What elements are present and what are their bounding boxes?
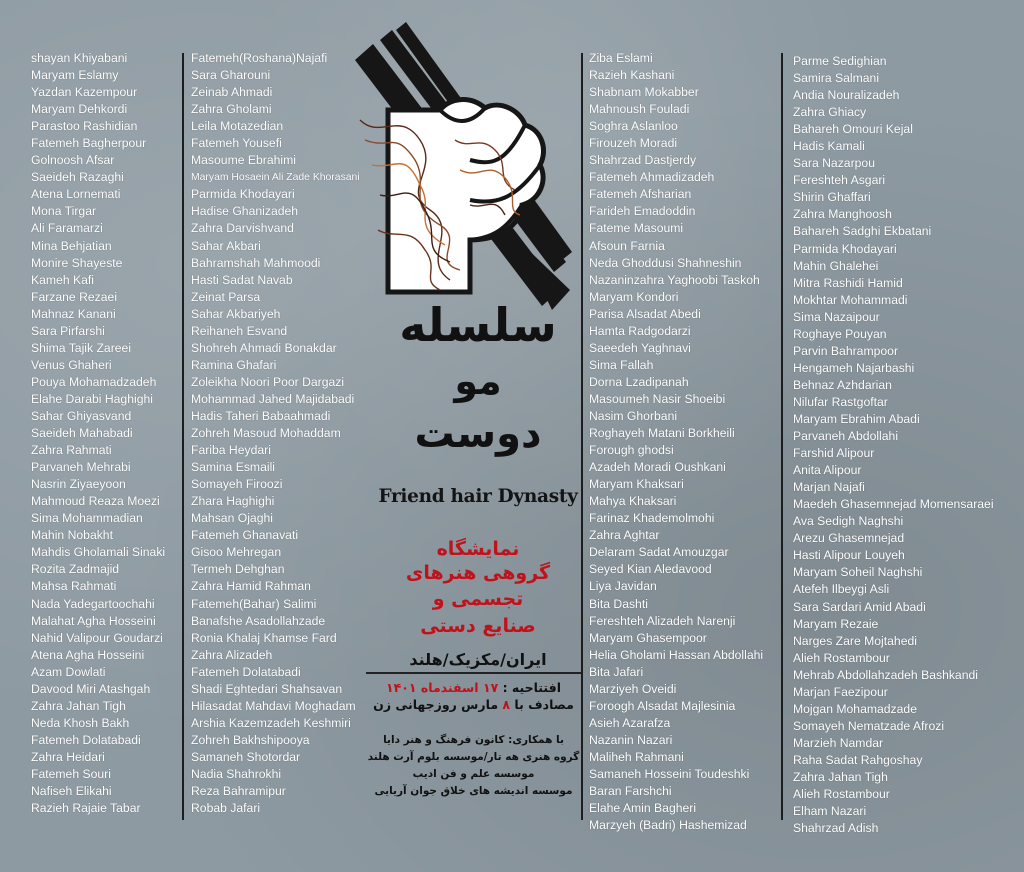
artist-name: Bahareh Omouri Kejal xyxy=(793,122,913,137)
exhibition-heading-line-2: گروهی هنرهای xyxy=(405,562,551,584)
artist-name: Nahid Valipour Goudarzi xyxy=(31,630,163,645)
coincide-prefix: مصادف با xyxy=(510,697,574,712)
artist-name: Monire Shayeste xyxy=(31,255,123,270)
artist-name: Soghra Aslanloo xyxy=(589,119,678,134)
artist-name: Shima Tajik Zareei xyxy=(31,340,132,355)
artist-name: Hasti Alipour Louyeh xyxy=(793,548,905,563)
artist-name: Maryam Eslamy xyxy=(31,68,119,83)
artist-name: Samina Esmaili xyxy=(191,460,275,475)
womens-day-note xyxy=(366,697,581,713)
artist-name: Hadise Ghanizadeh xyxy=(191,204,299,219)
artist-name: Ronia Khalaj Khamse Fard xyxy=(191,630,337,645)
artist-name: Mohammad Jahed Majidabadi xyxy=(191,391,355,406)
artist-name: Nazaninzahra Yaghoobi Taskoh xyxy=(589,272,760,287)
artist-name: Shabnam Mokabber xyxy=(589,85,699,100)
artist-name: Elahe Amin Bagheri xyxy=(589,801,697,816)
artist-name: Zahra Jahan Tigh xyxy=(793,769,888,784)
persian-title-line-2: مو xyxy=(454,359,502,403)
artist-name: Mokhtar Mohammadi xyxy=(793,292,908,307)
artist-name: Afsoun Farnia xyxy=(589,238,665,253)
persian-title-line-1: سلسله xyxy=(399,298,557,352)
artist-name: Hengameh Najarbashi xyxy=(793,360,915,375)
exhibition-heading-line-4: صنایع دستی xyxy=(420,615,536,637)
artist-name: Zahra Gholami xyxy=(191,102,272,117)
artist-name: Zahra Ghiacy xyxy=(793,105,867,120)
collaborator-line-4: موسسه اندیشه های خلاق جوان آریایی xyxy=(374,785,573,797)
artist-name: Arshia Kazemzadeh Keshmiri xyxy=(191,715,351,730)
artist-name: Hadis Kamali xyxy=(793,139,865,154)
artist-name: Parisa Alsadat Abedi xyxy=(589,306,701,321)
artist-name: Fatemeh Dolatabadi xyxy=(31,732,141,747)
artist-name: Samira Salmani xyxy=(793,71,880,86)
artist-name: Saeedeh Yaghnavi xyxy=(589,340,691,355)
artist-name: Firouzeh Moradi xyxy=(589,136,678,151)
artist-name: Reza Bahramipur xyxy=(191,784,286,799)
artist-name: Hadis Taheri Babaahmadi xyxy=(191,408,331,423)
artist-name: Sara Nazarpou xyxy=(793,156,875,171)
poster-divider xyxy=(366,672,581,674)
artist-name: Fariba Heydari xyxy=(191,443,271,458)
artist-name: Marzieh Namdar xyxy=(793,735,884,750)
artist-name: Fatemeh Ahmadizadeh xyxy=(589,170,715,185)
artist-name: Parmida Khodayari xyxy=(793,241,897,256)
artist-name: Fereshteh Asgari xyxy=(793,173,886,188)
artist-name: Bahramshah Mahmoodi xyxy=(191,255,321,270)
artist-name: Farideh Emadoddin xyxy=(589,204,696,219)
artist-name: Zahra Darvishvand xyxy=(191,221,294,236)
artist-name: Fateme Masoumi xyxy=(589,221,684,236)
artist-name: Asieh Azarafza xyxy=(589,715,671,730)
exhibition-heading-line-3: تجسمی و xyxy=(432,588,524,610)
coincide-suffix: مارس روزجهانی زن xyxy=(373,697,503,712)
artist-name: Shahrzad Adish xyxy=(793,821,879,836)
artist-name: Robab Jafari xyxy=(191,801,261,816)
artist-name: Behnaz Azhdarian xyxy=(793,377,892,392)
artist-name: Samaneh Shotordar xyxy=(191,749,301,764)
artist-name: Atefeh Ilbeygi Asli xyxy=(793,582,890,597)
artist-name: Fatemeh(Roshana)Najafi xyxy=(191,51,328,65)
artist-name: Parme Sedighian xyxy=(793,54,887,68)
artist-name: Nazanin Nazari xyxy=(589,732,673,747)
artist-name: Masoumeh Nasir Shoeibi xyxy=(589,391,726,406)
artist-name: Somayeh Firoozi xyxy=(191,477,283,492)
artist-name: Venus Ghaheri xyxy=(31,357,112,372)
artist-name: Shadi Eghtedari Shahsavan xyxy=(191,681,343,696)
artist-name: Mahin Nobakht xyxy=(31,528,113,543)
artist-name: Raha Sadat Rahgoshay xyxy=(793,752,923,767)
artist-name: Nada Yadegartoochahi xyxy=(31,596,155,611)
artist-name: Somayeh Nematzade Afrozi xyxy=(793,718,945,733)
artist-name: Elahe Darabi Haghighi xyxy=(31,391,153,406)
artist-name: Marjan Faezipour xyxy=(793,684,888,699)
coincide-number: ۸ xyxy=(502,697,511,712)
artist-name: Farinaz Khademolmohi xyxy=(589,511,715,526)
artist-name: Sima Nazaipour xyxy=(793,309,880,324)
artist-name: Maryam Ebrahim Abadi xyxy=(793,411,920,426)
artist-name: Fatemeh Yousefi xyxy=(191,136,282,151)
artist-name: Zeinab Ahmadi xyxy=(191,85,273,100)
artist-name: Sima Mohammadian xyxy=(31,511,143,526)
artist-name: Zahra Alizadeh xyxy=(191,647,273,662)
artist-name: Fatemeh Bagherpour xyxy=(31,136,147,151)
artist-name: Elham Nazari xyxy=(793,804,867,819)
artist-name: Ali Faramarzi xyxy=(31,221,103,236)
artist-name: Sara Gharouni xyxy=(191,68,271,83)
artist-name: Roghaye Pouyan xyxy=(793,326,887,341)
artist-name: Baran Farshchi xyxy=(589,784,672,799)
artist-name: Mahmoud Reaza Moezi xyxy=(31,494,160,509)
artist-name: Nadia Shahrokhi xyxy=(191,766,282,781)
artist-name: Mahnaz Kanani xyxy=(31,306,116,321)
artist-name: Fatemeh Ghanavati xyxy=(191,528,299,543)
artist-name: Mahdis Gholamali Sinaki xyxy=(31,545,166,560)
artist-name: Parastoo Rashidian xyxy=(31,119,138,134)
artist-name: Zohreh Bakhshipooya xyxy=(191,732,310,747)
artist-name: Zahra Aghtar xyxy=(589,528,660,543)
artist-name: Nilufar Rastgoftar xyxy=(793,394,888,409)
artist-name: Fereshteh Alizadeh Narenji xyxy=(589,613,736,628)
artist-name: Zahra Heidari xyxy=(31,749,105,764)
artist-name: Neda Ghoddusi Shahneshin xyxy=(589,255,742,270)
artist-name: Nasim Ghorbani xyxy=(589,408,678,423)
artist-name: Hilasadat Mahdavi Moghadam xyxy=(191,698,356,713)
artist-name: Mehrab Abdollahzadeh Bashkandi xyxy=(793,667,978,682)
artist-name: Hamta Radgodarzi xyxy=(589,323,691,338)
artist-name: Malahat Agha Hosseini xyxy=(31,613,156,628)
artist-name: Sahar Akbari xyxy=(191,238,261,253)
artist-name: Hasti Sadat Navab xyxy=(191,272,293,287)
artist-name: Parvin Bahrampoor xyxy=(793,343,898,358)
artist-name: Mina Behjatian xyxy=(31,238,112,253)
artist-name: Mahnoush Fouladi xyxy=(589,102,690,117)
artist-name: Mahsa Rahmati xyxy=(31,579,117,594)
artist-name: Maedeh Ghasemnejad Momensaraei xyxy=(793,497,994,512)
artist-name: Dorna Lzadipanah xyxy=(589,374,689,389)
artist-name: Zahra Manghoosh xyxy=(793,207,892,222)
artist-name: Alieh Rostambour xyxy=(793,650,890,665)
artist-name: Sahar Akbariyeh xyxy=(191,306,281,321)
artist-name: Maryam Ghasempoor xyxy=(589,630,707,645)
artist-name: Atena Agha Hosseini xyxy=(31,647,145,662)
artist-name: Banafshe Asadollahzade xyxy=(191,613,326,628)
english-title: Friend hair Dynasty xyxy=(378,486,578,507)
artist-name: Sara Sardari Amid Abadi xyxy=(793,599,926,614)
artist-name: Yazdan Kazempour xyxy=(31,85,138,100)
artist-name: Nafiseh Elikahi xyxy=(31,784,112,799)
artist-name: Bita Dashti xyxy=(589,596,648,611)
artist-name: Kameh Kafi xyxy=(31,272,95,287)
countries-label: ایران/مکزیک/هلند xyxy=(409,650,547,669)
artist-name: Atena Lornemati xyxy=(31,187,121,202)
artist-name: Mitra Rashidi Hamid xyxy=(793,275,903,290)
artist-name: Zahra Jahan Tigh xyxy=(31,698,126,713)
artist-name: Marzyeh (Badri) Hashemizad xyxy=(589,818,747,833)
artist-name: Farshid Alipour xyxy=(793,446,875,461)
artist-name: Helia Gholami Hassan Abdollahi xyxy=(589,647,764,662)
artist-name: Samaneh Hosseini Toudeshki xyxy=(589,766,750,781)
artist-name: Saeideh Mahabadi xyxy=(31,426,133,441)
artist-name: Maliheh Rahmani xyxy=(589,749,684,764)
artist-name: Mahya Khaksari xyxy=(589,494,677,509)
artist-name: Mona Tirgar xyxy=(31,204,97,219)
artist-name: Leila Motazedian xyxy=(191,119,284,134)
opening-date-value: ۱۷ اسفندماه ۱۴۰۱ xyxy=(386,680,499,695)
artist-name: Golnoosh Afsar xyxy=(31,153,115,168)
artist-name: Andia Nouralizadeh xyxy=(793,88,900,103)
artist-name: Zahra Hamid Rahman xyxy=(191,579,311,594)
artist-name: Maryam Dehkordi xyxy=(31,102,128,117)
collaborator-line-3: موسسه علم و فن ادیب xyxy=(412,768,535,780)
artist-name: Zoleikha Noori Poor Dargazi xyxy=(191,374,345,389)
persian-title-line-3: دوست xyxy=(414,411,542,457)
artist-name: Azadeh Moradi Oushkani xyxy=(589,460,726,475)
artist-name: Sara Pirfarshi xyxy=(31,323,105,338)
opening-date xyxy=(366,680,581,696)
artist-name: Gisoo Mehregan xyxy=(191,545,282,560)
artist-name: Parmida Khodayari xyxy=(191,187,295,202)
artist-name: Mahin Ghalehei xyxy=(793,258,879,273)
artist-name: Marziyeh Oveidi xyxy=(589,681,677,696)
artist-name: Reihaneh Esvand xyxy=(191,323,288,338)
artist-name: Azam Dowlati xyxy=(31,664,106,679)
artist-name: shayan Khiyabani xyxy=(31,51,128,65)
artist-name: Maryam Kondori xyxy=(589,289,679,304)
artist-name: Zahra Rahmati xyxy=(31,443,112,458)
artist-name: Maryam Khaksari xyxy=(589,477,684,492)
artist-name: Razieh Rajaie Tabar xyxy=(31,801,141,816)
artist-name: Maryam Hosaein Ali Zade Khorasani xyxy=(191,172,360,184)
artist-name: Davood Miri Atashgah xyxy=(31,681,151,696)
artist-name: Zeinat Parsa xyxy=(191,289,261,304)
artist-name: Termeh Dehghan xyxy=(191,562,285,577)
collaborator-line-1: با همکاری: کانون فرهنگ و هنر دایا xyxy=(383,734,564,746)
artist-name: Zohreh Masoud Mohaddam xyxy=(191,426,341,441)
artist-name: Fatemeh Afsharian xyxy=(589,187,692,202)
artist-name: Ziba Eslami xyxy=(589,51,653,65)
artist-name: Seyed Kian Aledavood xyxy=(589,562,712,577)
artist-name: Anita Alipour xyxy=(793,463,862,478)
artist-name: Nasrin Ziyaeyoon xyxy=(31,477,126,492)
artist-name: Delaram Sadat Amouzgar xyxy=(589,545,729,560)
artist-name: Fatemeh(Bahar) Salimi xyxy=(191,596,317,611)
artist-name: Fatemeh Souri xyxy=(31,766,111,781)
artist-name: Shirin Ghaffari xyxy=(793,190,871,205)
artist-name: Shohreh Ahmadi Bonakdar xyxy=(191,340,337,355)
artist-name: Fatemeh Dolatabadi xyxy=(191,664,301,679)
artist-name: Ava Sedigh Naghshi xyxy=(793,514,904,529)
artist-name: Bita Jafari xyxy=(589,664,644,679)
artist-name: Saeideh Razaghi xyxy=(31,170,124,185)
artist-name: Neda Khosh Bakh xyxy=(31,715,130,730)
artist-name: Narges Zare Mojtahedi xyxy=(793,633,917,648)
artist-name: Roghayeh Matani Borkheili xyxy=(589,426,735,441)
artist-name: Liya Javidan xyxy=(589,579,657,594)
artist-name: Sima Fallah xyxy=(589,357,654,372)
artist-name: Parvaneh Abdollahi xyxy=(793,429,899,444)
artist-name: Arezu Ghasemnejad xyxy=(793,531,905,546)
artist-name: Alieh Rostambour xyxy=(793,787,890,802)
opening-prefix: افتتاحیه : xyxy=(498,680,561,695)
artist-name: Razieh Kashani xyxy=(589,68,675,83)
artist-name: Farzane Rezaei xyxy=(31,289,118,304)
artist-name: Masoume Ebrahimi xyxy=(191,153,296,168)
artist-name: Shahrzad Dastjerdy xyxy=(589,153,697,168)
artist-name: Ramina Ghafari xyxy=(191,357,277,372)
artist-name: Maryam Rezaie xyxy=(793,616,879,631)
artist-name: Forough ghodsi xyxy=(589,443,674,458)
artist-name: Maryam Soheil Naghshi xyxy=(793,565,923,580)
artist-name: Rozita Zadmajid xyxy=(31,562,120,577)
artist-name: Mojgan Mohamadzade xyxy=(793,701,917,716)
artist-name: Zhara Haghighi xyxy=(191,494,275,509)
artist-name: Sahar Ghiyasvand xyxy=(31,408,132,423)
collaborator-line-2: گروه هنری هه تار/موسسه بلوم آرت هلند xyxy=(367,751,580,763)
artist-name: Mahsan Ojaghi xyxy=(191,511,273,526)
exhibition-heading-line-1: نمایشگاه xyxy=(436,538,520,560)
artist-name: Bahareh Sadghi Ekbatani xyxy=(793,224,932,239)
artist-name: Pouya Mohamadzadeh xyxy=(31,374,157,389)
artist-name: Parvaneh Mehrabi xyxy=(31,460,131,475)
artist-name: Marjan Najafi xyxy=(793,480,865,495)
artist-name: Foroogh Alsadat Majlesinia xyxy=(589,698,736,713)
